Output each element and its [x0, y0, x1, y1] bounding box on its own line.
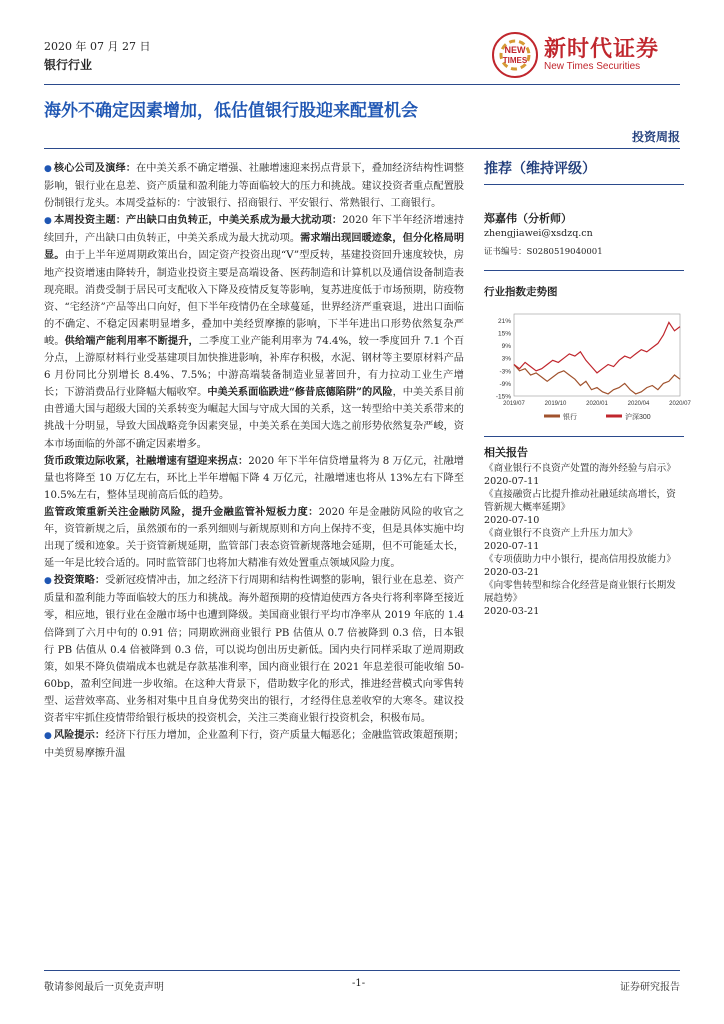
report-title: 海外不确定因素增加，低估值银行股迎来配置机会 — [44, 101, 418, 121]
related-reports-title: 相关报告 — [484, 446, 528, 459]
sidebar-divider — [484, 436, 684, 437]
related-report-title: 《向零售转型和综合化经营是商业银行长期发展趋势》 — [484, 580, 676, 604]
x-tick-label: 2020/01 — [586, 401, 608, 407]
x-tick-label: 2019/10 — [544, 401, 567, 407]
related-report-item[interactable] — [484, 579, 684, 618]
bullet-icon: ● — [44, 576, 52, 587]
bullet-icon: ● — [44, 164, 52, 174]
y-tick-label: -15% — [495, 393, 511, 401]
related-report-item[interactable] — [484, 462, 684, 488]
report-date: 2020 年 07 月 27 日 — [44, 40, 151, 53]
paragraph-text: 2020 年是金融防风险的收官之年，资管新规之后，虽然颁布的一系列细则与新规原则和方向上保持不变，但是具体实施中均出现了缓和迹象。关于资管新规延期，监管部门表态资管新规落地会延期，但不可能延太长，延一年是比较合适的。同时监管部门也将加大精准有效处置重点领域风险力度。 — [44, 506, 464, 570]
related-report-date: 2020-03-21 — [484, 567, 540, 578]
related-report-title: 《商业银行不良资产处置的海外经验与启示》 — [484, 463, 676, 474]
paragraph-text: 2020 年下半年经济增速持续回升，产出缺口由负转正，中美关系成为最大扰动项。 — [44, 215, 464, 245]
paragraph-strategy — [44, 572, 464, 727]
paragraph-text: 在中美关系不确定增强、社融增速迎来拐点背景下，叠加经济结构性调整影响，银行业在息差、资产质量和盈利能力等面临较大的压力和挑战。建议投资者重点配置股份制银行龙头。本周受益标的：宁波银行、招商银行、平安银行、常熟银行、工商银行。 — [44, 163, 464, 210]
analyst-name: 郑嘉伟（分析师） — [484, 212, 572, 225]
sidebar-divider — [484, 184, 684, 185]
related-report-item[interactable] — [484, 527, 684, 553]
x-tick-label: 2020/07 — [669, 401, 691, 407]
industry-label: 银行行业 — [44, 58, 93, 72]
paragraph-label: 风险提示： — [53, 729, 106, 742]
y-tick-label: -3% — [499, 368, 511, 376]
logo-text-chinese: 新时代证券 — [544, 36, 660, 62]
paragraph-risk — [44, 727, 464, 762]
related-report-title: 《专项债助力中小银行，提高信用投放能力》 — [484, 554, 676, 565]
header-divider — [44, 84, 680, 85]
paragraph-label: 核心公司及演绎： — [53, 162, 136, 174]
paragraph-core-companies — [44, 160, 464, 212]
paragraph-regulation — [44, 504, 464, 572]
related-report-item[interactable] — [484, 553, 684, 579]
report-type: 投资周报 — [631, 130, 680, 144]
x-tick-label: 2020/04 — [627, 401, 650, 407]
paragraph-investment-theme — [44, 212, 464, 452]
related-report-date: 2020-07-11 — [484, 541, 540, 552]
related-report-title: 《商业银行不良资产上升压力加大》 — [484, 528, 638, 539]
paragraph-label: 投资策略： — [53, 574, 106, 587]
title-divider — [44, 148, 680, 149]
related-reports-list — [484, 462, 684, 618]
footer-disclaimer: 敬请参阅最后一页免责声明 — [44, 982, 164, 993]
paragraph-label: 中美关系面临跌进“修昔底德陷阱”的风险 — [207, 386, 393, 399]
chart-plot-frame — [514, 314, 680, 396]
y-tick-label: 9% — [501, 343, 511, 351]
footer-report-label: 证券研究报告 — [620, 982, 680, 993]
page-number: -1- — [352, 978, 366, 989]
series-line-hs300 — [514, 322, 680, 373]
series-line-bank — [514, 365, 680, 394]
y-tick-label: 21% — [497, 317, 511, 325]
paragraph-label: 需求端出现回暖迹象，但分化格局明显。 — [44, 232, 465, 262]
paragraph-label: 供给端产能利用率不断提升， — [64, 334, 199, 347]
logo-text-english: New Times Securities — [544, 61, 641, 72]
paragraph-text: 二季度工业产能利用率为 74.4%，较一季度回升 7.1 个百分点，上游原材料行业受基建项目加快推进影响，补库存积极，水泥、钢材等主要原材料产品 6 月份同比分别增长 8.4%、7.5%；中游高端装备制造业显著回升，有力拉动工业生产增长；下游消费品行业降幅大幅收窄。 — [44, 335, 465, 399]
sidebar-divider — [484, 270, 684, 271]
paragraph-text: 经济下行压力增加，企业盈利下行，资产质量大幅恶化；金融监管政策超预期；中美贸易摩擦升温 — [44, 730, 465, 760]
paragraph-text: 2020 年下半年信贷增量将为 8 万亿元，社融增量也将降至 10 万亿左右，环比上半年增幅下降 4 万亿元，社融增速也将从 13%左右下降至 10.5%左右，整体呈现前高后低的趋势。 — [44, 455, 464, 501]
paragraph-label: 本周投资主题：产出缺口由负转正，中美关系成为最大扰动项： — [53, 214, 343, 227]
y-tick-label: 3% — [501, 355, 511, 363]
analyst-certificate: 证书编号：S0280519040001 — [484, 247, 603, 257]
svg-text:NEW: NEW — [504, 45, 526, 55]
x-tick-label: 2019/07 — [503, 401, 525, 407]
legend-label: 沪深300 — [625, 414, 651, 421]
y-tick-label: -9% — [499, 380, 511, 388]
paragraph-label: 监管政策重新关注金融防风险，提升金融监管补短板力度： — [44, 505, 319, 518]
company-logo — [490, 30, 690, 82]
paragraph-monetary-policy — [44, 453, 464, 504]
bullet-icon: ● — [44, 731, 52, 742]
related-report-title: 《直接融资占比提升推动社融延续高增长，资管新规大概率延期》 — [484, 489, 676, 513]
main-body — [44, 160, 464, 762]
chart-title: 行业指数走势图 — [484, 286, 558, 298]
legend-label: 银行 — [563, 414, 577, 421]
industry-index-chart — [484, 308, 691, 428]
related-report-date: 2020-03-21 — [484, 606, 540, 617]
paragraph-text: ，中美关系目前由普通大国与超级大国的关系转变为崛起大国与守成大国的关系，这一转型给中美关系带来的挑战十分明显，导致大国战略竞争因素突显，中美关系在美国大选之前形势依然复杂严峻，资本市场面临的外部不确定因素增多。 — [44, 387, 465, 450]
bullet-icon: ● — [44, 216, 52, 227]
paragraph-text: 由于上半年逆周期政策出台，固定资产投资出现“V”型反转，基建投资回升速度较快，房地产投资增速由降转升，制造业投资主要是高端设备、医药制造和计算机以及通信设备制造表现亮眼。消费受制于居民可支配收入下降及疫情反复等影响，复苏进度低于市场预期，防疫物资、“宅经济”产品等出口向好，但下半年疫情仍在全球蔓延，世界经济严重衰退，进出口面临的不确定、不稳定因素明显增多，叠加中美经贸摩擦的影响，下半年进出口形势依然复杂严峻。 — [44, 250, 464, 347]
y-tick-label: 15% — [497, 330, 511, 338]
recommendation-rating: 推荐（维持评级） — [484, 161, 596, 177]
paragraph-label: 货币政策边际收紧，社融增速有望迎来拐点： — [44, 454, 249, 467]
new-times-logo-mark — [490, 30, 540, 80]
paragraph-text: 受新冠疫情冲击，加之经济下行周期和结构性调整的影响，银行业在息差、资产质量和盈利能力等面临较大的压力和挑战。海外超预期的疫情迫使西方各央行将利率降至接近零，相应地，银行业在金融市场中也遭到降级。美国商业银行平均市净率从 2019 年底的 1.4 倍降到了六月中旬的 0.91 倍；同期欧洲商业银行 PB 估值从 0.7 倍被降到 0.3 倍，日本银行 PB 估值从 0.4 倍被降到 0.3 倍，可以说均创出历史新低。国内央行同样采取了逆周期政策，如果不降负债端成本也就是存款基准利率，国内商业银行在 2021 年息差很可能收缩 50-60bp，盈利空间进一步收缩。在这种大背景下，借助数字化的形式，推进经营模式向零售转型、运营效率高、业务相对集中且自身优势突出的银行，才经得住息差收窄的大寒冬。建议投资者牢牢抓住疫情带给银行板块的投资机会，关注三类商业银行投资机会，积极布局。 — [44, 575, 465, 724]
footer-divider — [44, 970, 680, 971]
related-report-item[interactable] — [484, 488, 684, 527]
svg-text:TIMES: TIMES — [502, 56, 528, 65]
analyst-email[interactable]: zhengjiawei@xsdzq.cn — [484, 228, 593, 239]
related-report-date: 2020-07-10 — [484, 515, 540, 526]
related-report-date: 2020-07-11 — [484, 476, 540, 487]
